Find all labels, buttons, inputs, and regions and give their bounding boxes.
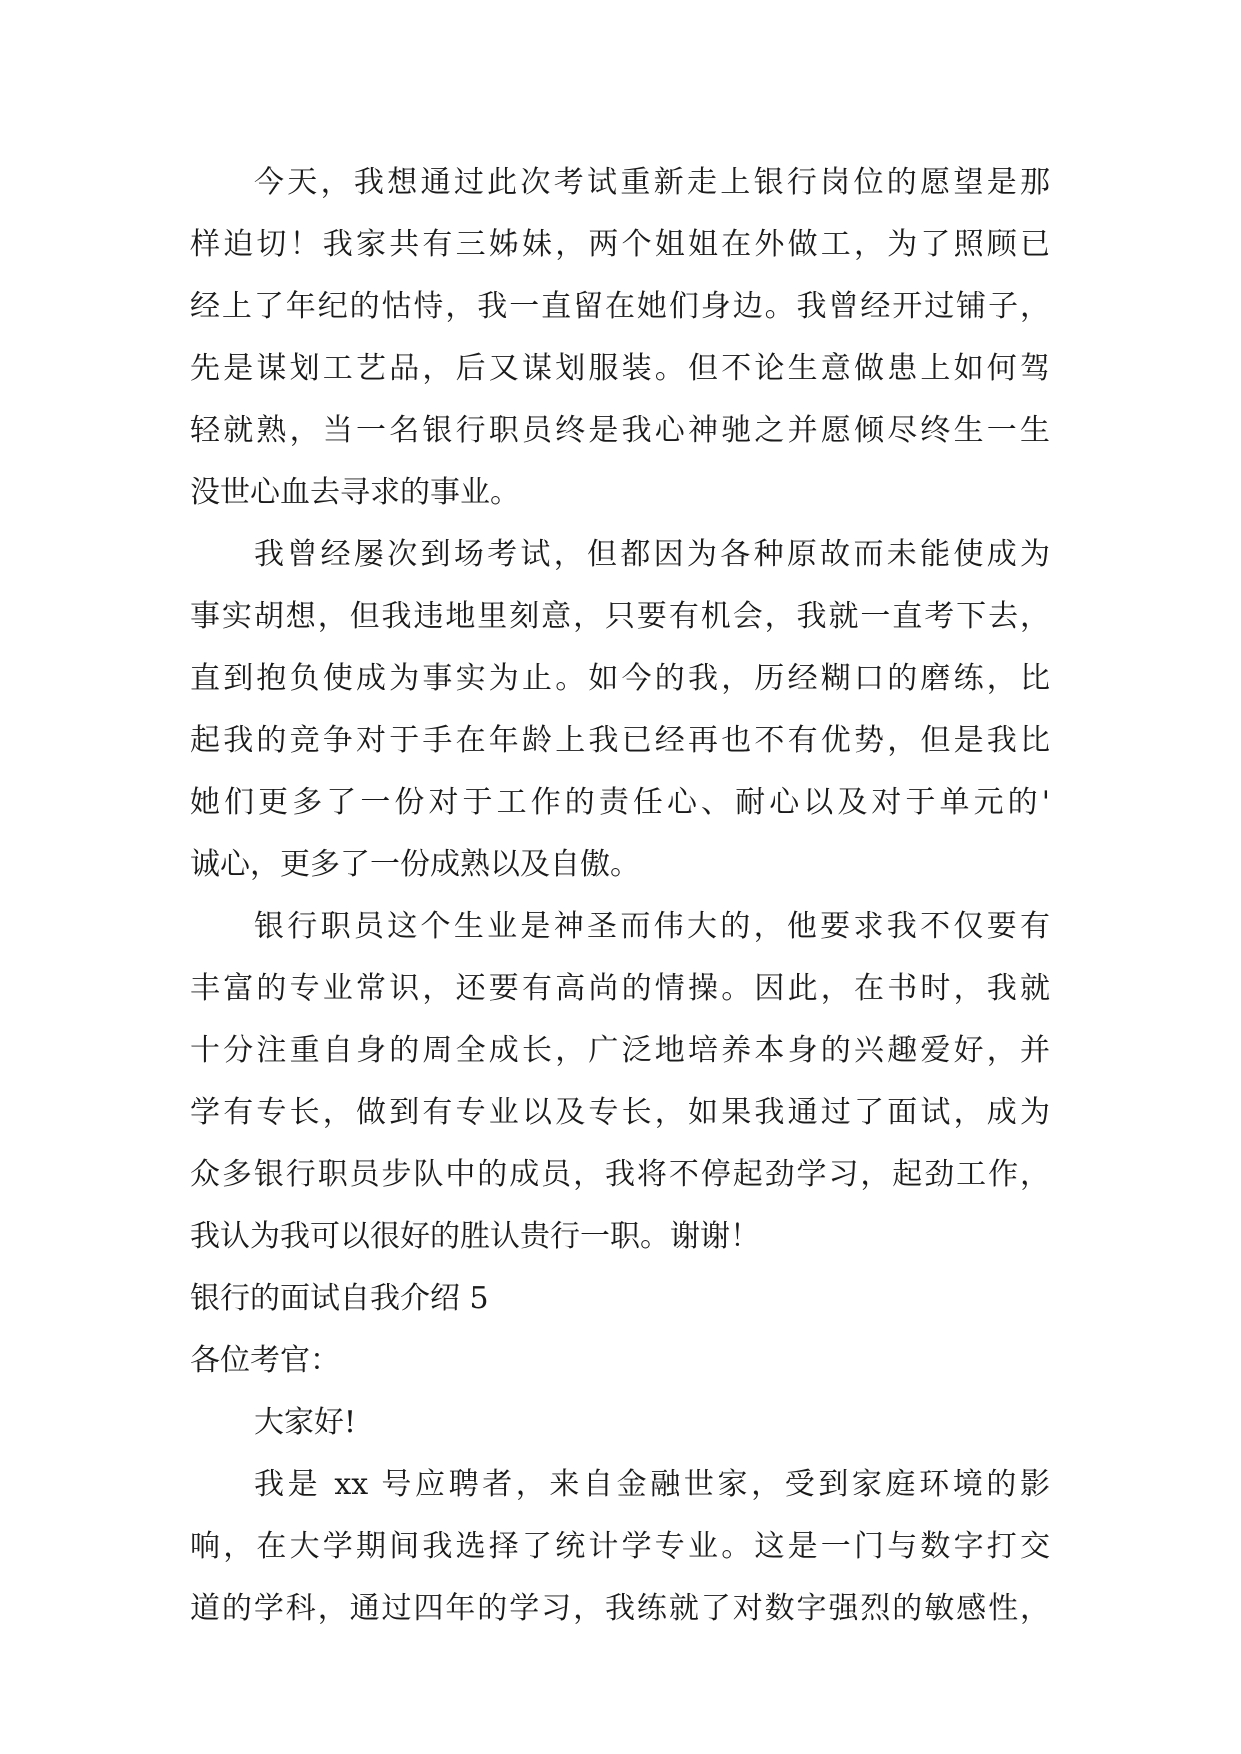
text-line: 没世心血去寻求的事业。 <box>190 475 520 510</box>
text-line: 诚心，更多了一份成熟以及自傲。 <box>190 847 640 882</box>
text-line: 先是谋划工艺品，后又谋划服装。但不论生意做患上如何驾 <box>190 351 1050 386</box>
text-line: 银行职员这个生业是神圣而伟大的，他要求我不仅要有 <box>254 909 1050 944</box>
text-line: 我曾经屡次到场考试，但都因为各种原故而未能使成为 <box>254 537 1050 572</box>
text-line: 道的学科，通过四年的学习，我练就了对数字强烈的敏感性， <box>190 1591 1050 1626</box>
text-line: 今天，我想通过此次考试重新走上银行岗位的愿望是那 <box>254 165 1050 200</box>
document-body <box>190 152 1050 1640</box>
text-line: 她们更多了一份对于工作的责任心、耐心以及对于单元的' <box>190 785 1050 820</box>
text-line: 事实胡想，但我违地里刻意，只要有机会，我就一直考下去， <box>190 599 1050 634</box>
text-line: 我是 xx 号应聘者，来自金融世家，受到家庭环境的影 <box>254 1467 1050 1502</box>
text-line: 众多银行职员步队中的成员，我将不停起劲学习，起劲工作， <box>190 1157 1050 1192</box>
text-line: 样迫切！我家共有三姊妹，两个姐姐在外做工，为了照顾已 <box>190 227 1050 262</box>
text-line: 轻就熟，当一名银行职员终是我心神驰之并愿倾尽终生一生 <box>190 413 1050 448</box>
text-line: 经上了年纪的怙恃，我一直留在她们身边。我曾经开过铺子， <box>190 289 1050 324</box>
section-heading: 银行的面试自我介绍 5 <box>190 1281 489 1316</box>
text-line: 丰富的专业常识，还要有高尚的情操。因此，在书时，我就 <box>190 971 1050 1006</box>
text-line: 我认为我可以很好的胜认贵行一职。谢谢！ <box>190 1219 760 1254</box>
text-line: 响，在大学期间我选择了统计学专业。这是一门与数字打交 <box>190 1529 1050 1564</box>
text-line: 直到抱负使成为事实为止。如今的我，历经糊口的磨练，比 <box>190 661 1050 696</box>
paragraph <box>190 1454 1050 1640</box>
text-line: 起我的竞争对于手在年龄上我已经再也不有优势，但是我比 <box>190 723 1050 758</box>
text-line: 十分注重自身的周全成长，广泛地培养本身的兴趣爱好，并 <box>190 1033 1050 1068</box>
paragraph <box>190 152 1050 524</box>
paragraph <box>190 524 1050 896</box>
salutation: 各位考官： <box>190 1343 340 1378</box>
greeting: 大家好! <box>254 1405 357 1440</box>
paragraph <box>190 896 1050 1268</box>
text-line: 学有专长，做到有专业以及专长，如果我通过了面试，成为 <box>190 1095 1050 1130</box>
